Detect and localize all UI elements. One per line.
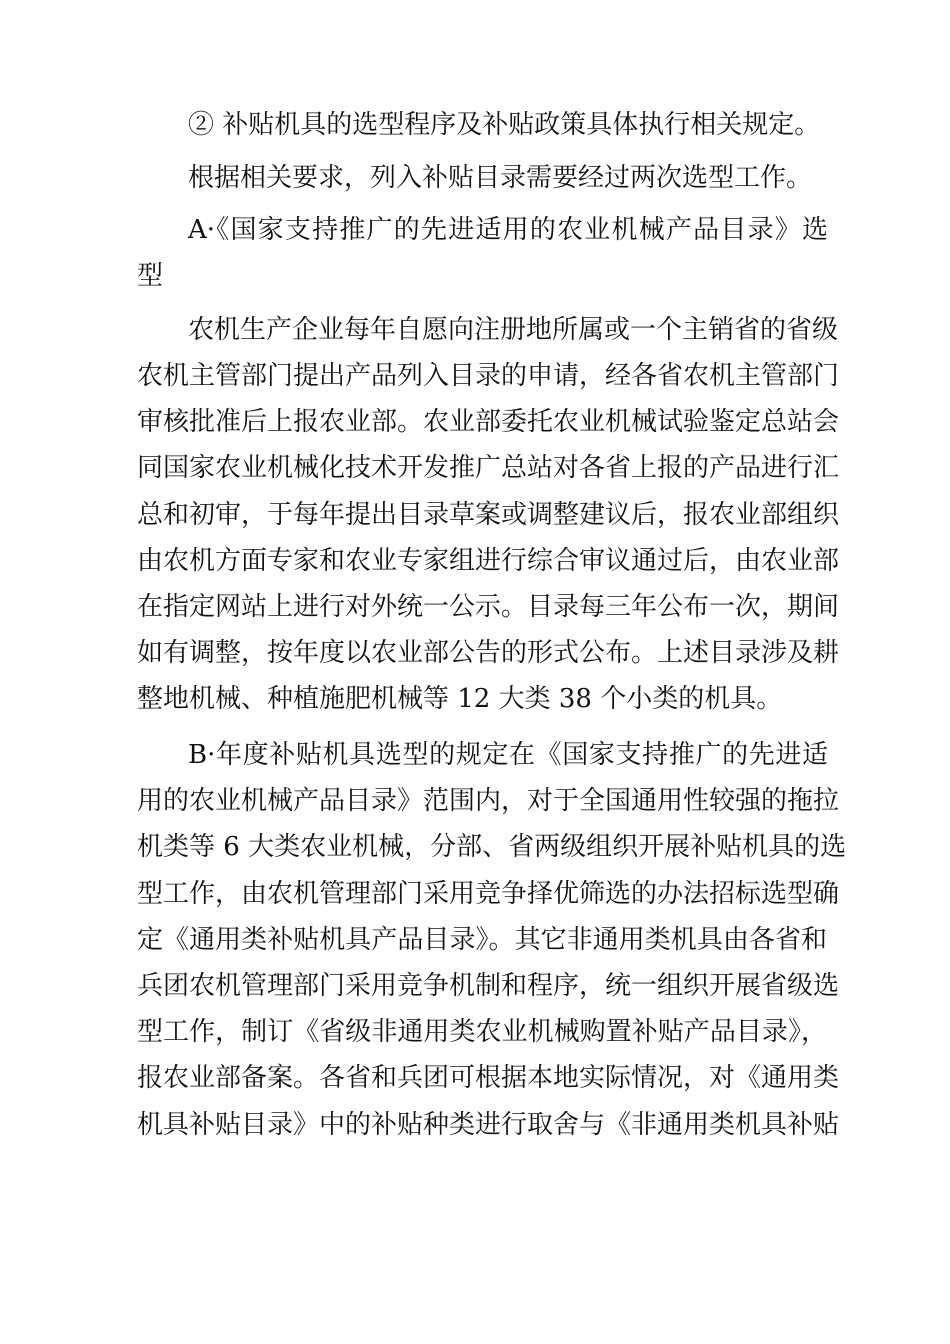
paragraph-line: 农机主管部门提出产品列入目录的申请，经各省农机主管部门 bbox=[137, 361, 840, 391]
paragraph-line: 用的农业机械产品目录》范围内，对于全国通用性较强的拖拉 bbox=[137, 786, 840, 816]
paragraph-line: 型工作，制订《省级非通用类农业机械购置补贴产品目录》， bbox=[137, 1017, 827, 1047]
paragraph-line: 机类等 6 大类农业机械，分部、省两级组织开展补贴机具的选 bbox=[137, 832, 847, 862]
paragraph-line: 兵团农机管理部门采用竞争机制和程序，统一组织开展省级选 bbox=[137, 971, 840, 1001]
paragraph-line: 农机生产企业每年自愿向注册地所属或一个主销省的省级 bbox=[188, 315, 839, 345]
paragraph-line: 整地机械、种植施肥机械等 12 大类 38 个小类的机具。 bbox=[137, 684, 783, 714]
paragraph-line: ② 补贴机具的选型程序及补贴政策具体执行相关规定。 bbox=[188, 110, 821, 140]
section-heading-b: B·年度补贴机具选型的规定在《国家支持推广的先进适 bbox=[188, 740, 828, 770]
paragraph-line: 由农机方面专家和农业专家组进行综合审议通过后，由农业部 bbox=[137, 546, 840, 576]
paragraph-line: 根据相关要求，列入补贴目录需要经过两次选型工作。 bbox=[188, 163, 813, 193]
paragraph-line: 同国家农业机械化技术开发推广总站对各省上报的产品进行汇 bbox=[137, 453, 840, 483]
paragraph-line: 总和初审，于每年提出目录草案或调整建议后，报农业部组织 bbox=[137, 500, 840, 530]
section-heading-a-continued: 型 bbox=[137, 261, 164, 291]
paragraph-line: 审核批准后上报农业部。农业部委托农业机械试验鉴定总站会 bbox=[137, 407, 840, 437]
section-heading-a: A·《国家支持推广的先进适用的农业机械产品目录》选 bbox=[188, 215, 828, 245]
paragraph-line: 在指定网站上进行对外统一公示。目录每三年公布一次，期间 bbox=[137, 592, 840, 622]
paragraph-line: 定《通用类补贴机具产品目录》。其它非通用类机具由各省和 bbox=[137, 925, 827, 955]
paragraph-line: 报农业部备案。各省和兵团可根据本地实际情况，对《通用类 bbox=[137, 1063, 840, 1093]
paragraph-line: 如有调整，按年度以农业部公告的形式公布。上述目录涉及耕 bbox=[137, 638, 840, 668]
paragraph-line: 机具补贴目录》中的补贴种类进行取舍与《非通用类机具补贴 bbox=[137, 1110, 840, 1140]
paragraph-line: 型工作，由农机管理部门采用竞争择优筛选的办法招标选型确 bbox=[137, 879, 840, 909]
